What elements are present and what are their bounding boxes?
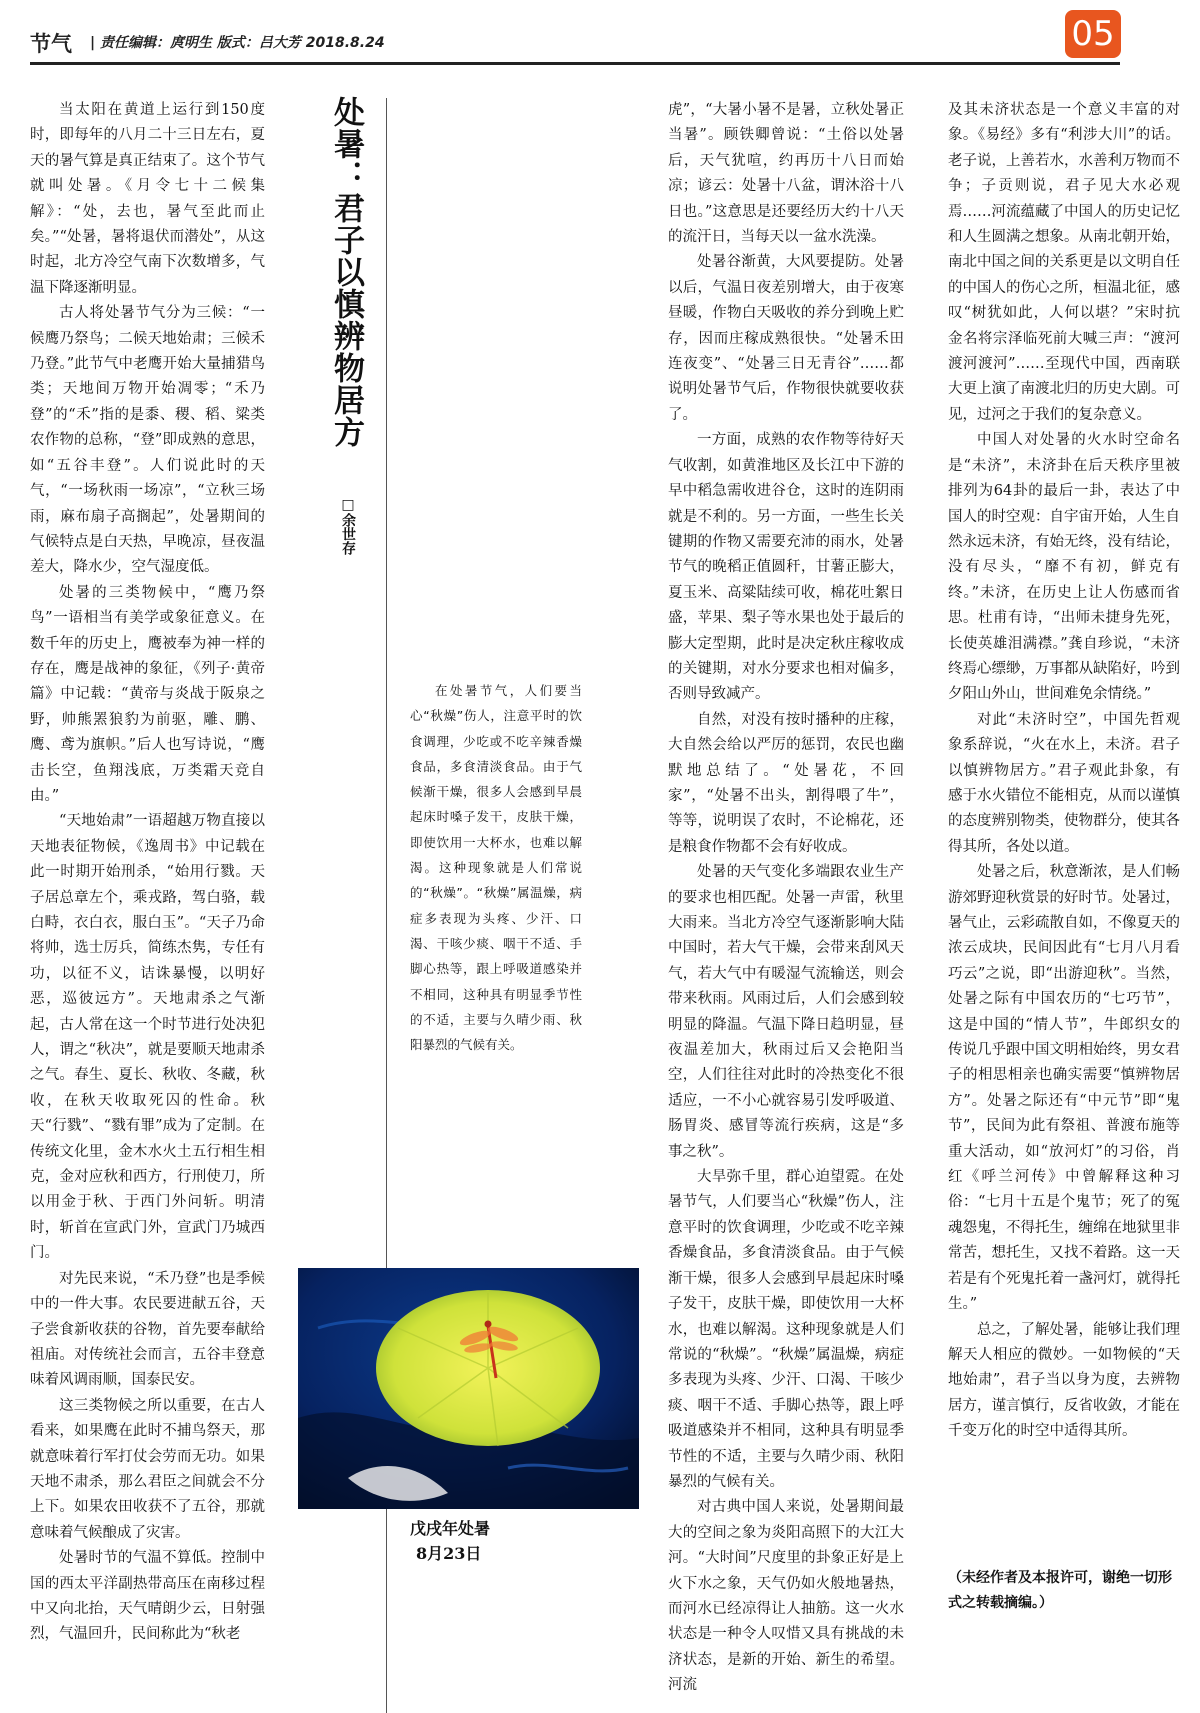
- paragraph: 对古典中国人来说，处暑期间最大的空间之象为炎阳高照下的大江大河。“大时间”尺度里的卦象正好是上火下水之象，天气仍如火般地暑热，而河水已经凉得让人抽筋。这一火水状态是一种令人叹惜又具有挑战的未济状态，是新的开始、新生的希望。河流: [668, 1499, 904, 1694]
- page-header: [30, 14, 1120, 62]
- article-column-4: [948, 98, 1180, 1698]
- paragraph: 这三类物候之所以重要，在古人看来，如果鹰在此时不捕鸟祭天，那就意味着行军打仗会劳而无功。如果天地不肃杀，那么君臣之间就会不分上下。如果农田收获不了五谷，那就意味着气候酿成了灾害。: [30, 1397, 265, 1541]
- header-rule: [30, 62, 1120, 65]
- section-name: 节气: [30, 32, 72, 56]
- paragraph: 处暑的天气变化多端跟农业生产的要求也相匹配。处暑一声雷，秋里大雨来。当北方冷空气逐渐影响大陆中国时，若大气干燥，会带来刮风天气，若大气中有暖湿气流输送，则会带来秋雨。风雨过后，人们会感到较明显的降温。气温下降日趋明显，昼夜温差加大，秋雨过后又会艳阳当空，人们往往对此时的冷热变化不很适应，一不小心就容易引发呼吸道、肠胃炎、感冒等流行疾病，这是“多事之秋”。: [668, 864, 904, 1160]
- author-byline: □余世存: [340, 497, 356, 555]
- paragraph: 处暑时节的气温不算低。控制中国的西太平洋副热带高压在南移过程中又向北抬，天气晴朗少云，日射强烈，气温回升，民间称此为“秋老: [30, 1550, 265, 1643]
- paragraph: 虎”，“大暑小暑不是暑，立秋处暑正当暑”。顾铁卿曾说：“土俗以处暑后，天气犹喧，约再历十八日而始凉；谚云：处暑十八盆，谓沐浴十八日也。”这意思是还要经历大约十八天的流汗日，当每天以一盆水洗澡。: [668, 102, 904, 246]
- paragraph: 处暑的三类物候中，“鹰乃祭鸟”一语相当有美学或象征意义。在数千年的历史上，鹰被奉为神一样的存在，鹰是战神的象征，《列子·黄帝篇》中记载：“黄帝与炎战于阪泉之野，帅熊罴狼豹为前驱，雕、鹏、鹰、鸢为旗帜。”后人也写诗说，“鹰击长空，鱼翔浅底，万类霜天竞自由。”: [30, 584, 265, 804]
- page-number-badge: 05: [1065, 10, 1121, 58]
- paragraph: “天地始肃”一语超越万物直接以天地表征物候，《逸周书》中记载在此一时期开始刑杀，“始用行戮。天子居总章左个，乘戎路，驾白骆，载白畤，衣白衣，服白玉”。“天子乃命将帅，选士厉兵，简练杰隽，专任有功，以征不义，诘诛暴慢，以明好恶，巡彼远方”。天地肃杀之气渐起，古人常在这一个时节进行处决犯人，谓之“秋决”，就是要顺天地肃杀之气。春生、夏长、秋收、冬藏，秋收，在秋天收取死囚的性命。秋天“行戮”、“戮有罪”成为了定制。在传统文化里，金木水火土五行相生相克，金对应秋和西方，行刑使刀，所以用金于秋、于西门外问斩。明清时，斩首在宣武门外，宣武门乃城西门。: [30, 813, 265, 1262]
- paragraph: 处暑之后，秋意渐浓，是人们畅游郊野迎秋赏景的好时节。处暑过，暑气止，云彩疏散自如，不像夏天的浓云成块，民间因此有“七月八月看巧云”之说，即“出游迎秋”。当然，处暑之际有中国农历的“七巧节”，这是中国的“情人节”，牛郎织女的传说几乎跟中国文明相始终，男女君子的相思相亲也确实需要“慎辨物居方”。处暑之际还有“中元节”即“鬼节”，民间为此有祭祖、普渡布施等重大活动，如“放河灯”的习俗，肖红《呼兰河传》中曾解释这种习俗：“七月十五是个鬼节；死了的冤魂怨鬼，不得托生，缠绵在地狱里非常苦，想托生，又找不着路。这一天若是有个死鬼托着一盏河灯，就得托生。”: [948, 864, 1180, 1313]
- paragraph: 当太阳在黄道上运行到150度时，即每年的八月二十三日左右，夏天的暑气算是真正结束了。这个节气就叫处暑。《月令七十二候集解》：“处，去也，暑气至此而止矣。”“处暑，暑将退伏而潜处”，从这时起，北方冷空气南下次数增多，气温下降逐渐明显。: [30, 102, 265, 296]
- caption-line-2: 8月23日: [416, 1544, 482, 1563]
- paragraph: 中国人对处暑的火水时空命名是“未济”，未济卦在后天秩序里被排列为64卦的最后一卦，表达了中国人的时空观：自宇宙开始，人生自然永远未济，有始无终，没有结论，没有尽头，“靡不有初，鲜克有终。”未济，在历史上让人伤感而省思。杜甫有诗，“出师未捷身先死，长使英雄泪满襟。”龚自珍说，“未济终焉心缥缈，万事都从缺陷好，吟到夕阳山外山，世间难免余情绕。”: [948, 432, 1180, 703]
- lotus-leaf-dragonfly-photo: [298, 1268, 639, 1509]
- paragraph: 处暑谷渐黄，大风要提防。处暑以后，气温日夜差别增大，由于夜寒昼暖，作物白天吸收的养分到晚上贮存，因而庄稼成熟很快。“处暑禾田连夜变”、“处暑三日无青谷”……都说明处暑节气后，作物很快就要收获了。: [668, 254, 904, 423]
- photo-illustration: [298, 1268, 639, 1509]
- paragraph: 总之，了解处暑，能够让我们理解天人相应的微妙。一如物候的“天地始肃”，君子当以身为度，去辨物居方，谨言慎行，反省收敛，才能在千变万化的时空中适得其所。: [948, 1321, 1180, 1440]
- sidebar-pullquote: 在处暑节气，人们要当心“秋燥”伤人，注意平时的饮食调理，少吃或不吃辛辣香燥食品，多食清淡食品。由于气候渐干燥，很多人会感到早晨起床时嗓子发干，皮肤干燥，即使饮用一大杯水，也难以解渴。这种现象就是人们常说的“秋燥”。“秋燥”属温燥，病症多表现为头疼、少汗、口渴、干咳少痰、咽干不适、手脚心热等，跟上呼吸道感染并不相同，这种具有明显季节性的不适，主要与久晴少雨、秋阳暴烈的气候有关。: [410, 683, 582, 1053]
- article-column-1: [30, 98, 265, 1698]
- paragraph: 古人将处暑节气分为三候：“一候鹰乃祭鸟；二候天地始肃；三候禾乃登。”此节气中老鹰开始大量捕猎鸟类；天地间万物开始凋零；“禾乃登”的“禾”指的是黍、稷、稻、粱类农作物的总称，“登”即成熟的意思，如“五谷丰登”。人们说此时的天气，“一场秋雨一场凉”，“立秋三场雨，麻布扇子高搁起”，处暑期间的气候特点是白天热，早晚凉，昼夜温差大，降水少，空气湿度低。: [30, 305, 265, 576]
- article-column-3: [668, 98, 904, 1698]
- paragraph: 对先民来说，“禾乃登”也是季候中的一件大事。农民要进献五谷，天子尝食新收获的谷物，首先要奉献给祖庙。对传统社会而言，五谷丰登意味着风调雨顺，国泰民安。: [30, 1270, 265, 1389]
- copyright-notice: （未经作者及本报许可，谢绝一切形式之转载摘编。）: [948, 1570, 1172, 1611]
- caption-line-1: 戊戌年处暑: [410, 1519, 491, 1538]
- paragraph: 对此“未济时空”，中国先哲观象系辞说，“火在水上，未济。君子以慎辨物居方。”君子观此卦象，有感于水火错位不能相克，从而以谨慎的态度辨别物类，使物群分，使其各得其所，各处以道。: [948, 711, 1180, 855]
- paragraph: 及其未济状态是一个意义丰富的对象。《易经》多有“利涉大川”的话。老子说，上善若水，水善利万物而不争；子贡则说，君子见大水必观焉……河流蕴藏了中国人的历史记忆和人生圆满之想象。从南北朝开始，南北中国之间的关系更是以文明自任的中国人的伤心之所，桓温北征，感叹“树犹如此，人何以堪？”宋时抗金名将宗泽临死前大喊三声：“渡河渡河渡河”……至现代中国，西南联大更上演了南渡北归的历史大剧。可见，过河之于我们的复杂意义。: [948, 102, 1180, 423]
- article-title: 处暑：君子以慎辨物居方: [328, 96, 364, 448]
- photo-caption: [410, 1516, 610, 1566]
- paragraph: 自然，对没有按时播种的庄稼，大自然会给以严厉的惩罚，农民也幽默地总结了。“处暑花，不回家”，“处暑不出头，割得喂了牛”，等等，说明误了农时，不论棉花，还是粮食作物都不会有好收成。: [668, 711, 904, 855]
- editor-info: | 责任编辑：庹明生 版式：吕大芳 2018.8.24: [90, 35, 385, 51]
- paragraph: 大旱弥千里，群心迫望霓。在处暑节气，人们要当心“秋燥”伤人，注意平时的饮食调理，少吃或不吃辛辣香燥食品，多食清淡食品。由于气候渐干燥，很多人会感到早晨起床时嗓子发干，皮肤干燥，即使饮用一大杯水，也难以解渴。这种现象就是人们常说的“秋燥”。“秋燥”属温燥，病症多表现为头疼、少汗、口渴、干咳少痰、咽干不适、手脚心热等，跟上呼吸道感染并不相同，这种具有明显季节性的不适，主要与久晴少雨、秋阳暴烈的气候有关。: [668, 1169, 904, 1490]
- paragraph: 一方面，成熟的农作物等待好天气收割，如黄淮地区及长江中下游的早中稻急需收进谷仓，这时的连阴雨就是不利的。另一方面，一些生长关键期的作物又需要充沛的雨水，处暑节气的晚稻正值圆秆，甘薯正膨大，夏玉米、高粱陆续可收，棉花吐絮日盛，苹果、梨子等水果也处于最后的膨大定型期，此时是决定秋庄稼收成的关键期，对水分要求也相对偏多，否则导致减产。: [668, 432, 904, 703]
